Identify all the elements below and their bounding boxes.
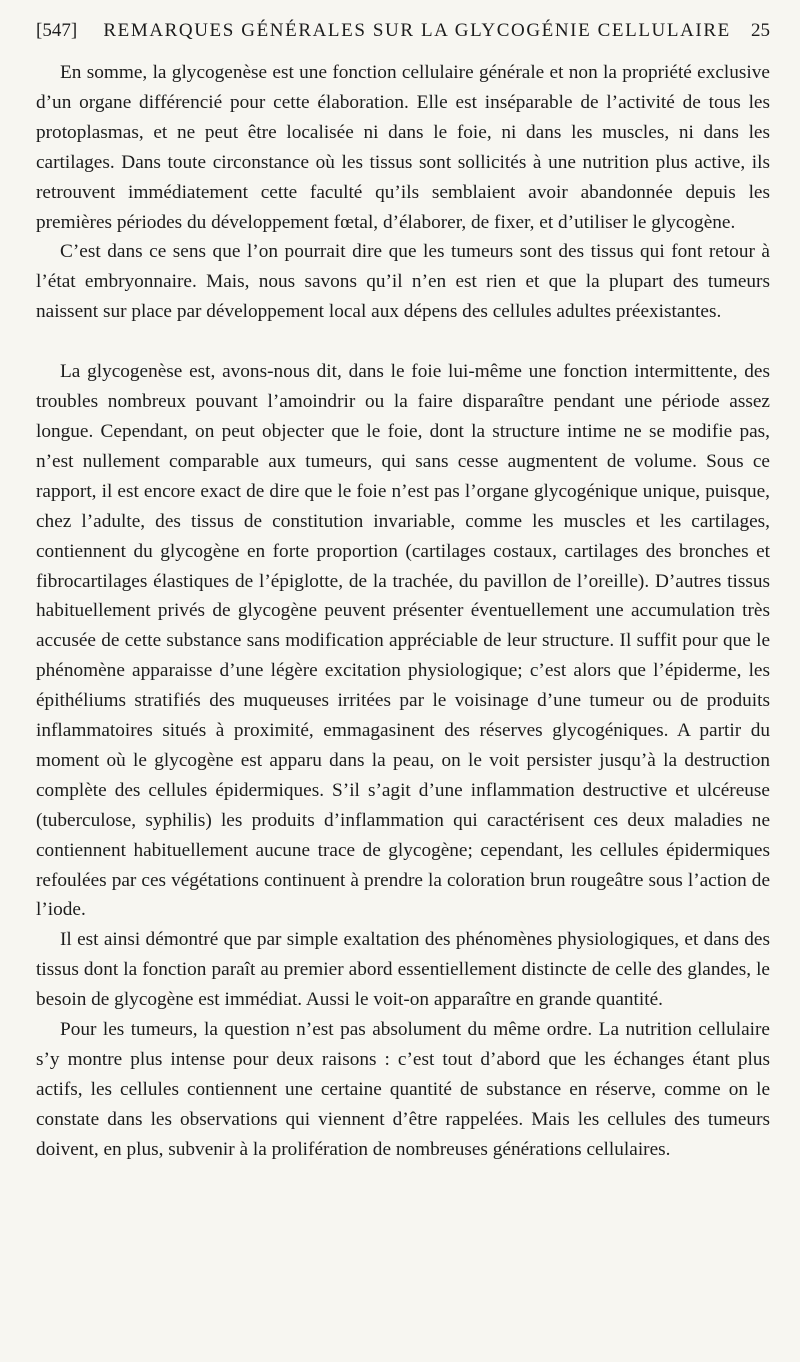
paragraph: C’est dans ce sens que l’on pourrait dire que les tumeurs sont des tissus qui font retour à l’état embryonnaire. Mais, nous savons qu’il n’en est rien et que la plupart des tumeurs naissent sur place par développement local aux dépens des cellules adultes préexistantes. (36, 241, 770, 323)
paragraph: En somme, la glycogenèse est une fonction cellulaire générale et non la propriété exclusive d’un organe différencié pour cette élaboration. Elle est inséparable de l’activité de tous les protoplasmas, et ne peut être localisée ni dans le foie, ni dans les muscles, ni dans les cartilages. Dans toute circonstance où les tissus sont sollicités à une nutrition plus active, ils retrouvent immédiatement cette faculté qu’ils semblaient avoir abandonnée depuis les premières périodes du développement fœtal, d’élaborer, de fixer, et d’utiliser le glycogène. (36, 62, 770, 233)
running-title: REMARQUES GÉNÉRALES SUR LA GLYCOGÉNIE CELLULAIRE (103, 20, 731, 41)
paragraph: Pour les tumeurs, la question n’est pas absolument du même ordre. La nutrition cellulaire s’y montre plus intense pour deux raisons : c’est tout d’abord que les échanges étant plus actifs, les cellules contiennent une certaine quantité de substance en réserve, comme on le constate dans les observations qui viennent d’être rappelées. Mais les cellules des tumeurs doivent, en plus, subvenir à la prolifération de nombreuses générations cellulaires. (36, 1019, 770, 1160)
running-header (36, 20, 770, 52)
paragraph: Il est ainsi démontré que par simple exaltation des phénomènes physiologiques, et dans des tissus dont la fonction paraît au premier abord essentiellement distincte de celle des glandes, le besoin de glycogène est immédiat. Aussi le voit-on apparaître en grande quantité. (36, 929, 770, 1011)
page-reference: [547] (36, 20, 78, 41)
paragraph: La glycogenèse est, avons-nous dit, dans le foie lui-même une fonction intermittente, des troubles nombreux pouvant l’amoindrir ou la faire disparaître pendant une période assez longue. Cependant, on peut objecter que le foie, dont la structure intime ne se modifie pas, n’est nullement comparable aux tumeurs, qui sans cesse augmentent de volume. Sous ce rapport, il est encore exact de dire que le foie n’est pas l’organe glycogénique unique, puisque, chez l’adulte, des tissus de constitution invariable, comme les muscles et les cartilages, contiennent du glycogène en forte proportion (cartilages costaux, cartilages des bronches et fibrocartilages élastiques de l’épiglotte, de la trachée, du pavillon de l’oreille). D’autres tissus habituellement privés de glycogène peuvent présenter éventuellement une accumulation très accusée de cette substance sans modification appréciable de leur structure. Il suffit pour que le phénomène apparaisse d’une légère excitation physiologique; c’est alors que l’épiderme, les épithéliums stratifiés des muqueuses irritées par le voisinage d’une tumeur ou de produits inflammatoires situés à proximité, emmagasinent des réserves glycogéniques. A partir du moment où le glycogène est apparu dans la peau, on le voit persister jusqu’à la destruction complète des cellules épidermiques. S’il s’agit d’une inflammation destructive et ulcéreuse (tuberculose, syphilis) les produits d’inflammation qui caractérisent ces deux maladies ne contiennent habituellement aucune trace de glycogène; cependant, les cellules épidermiques refoulées par ces végétations continuent à prendre la coloration brun rougeâtre sous l’action de l’iode. (36, 361, 770, 921)
page-number: 25 (751, 20, 770, 41)
body-text (36, 58, 770, 1165)
